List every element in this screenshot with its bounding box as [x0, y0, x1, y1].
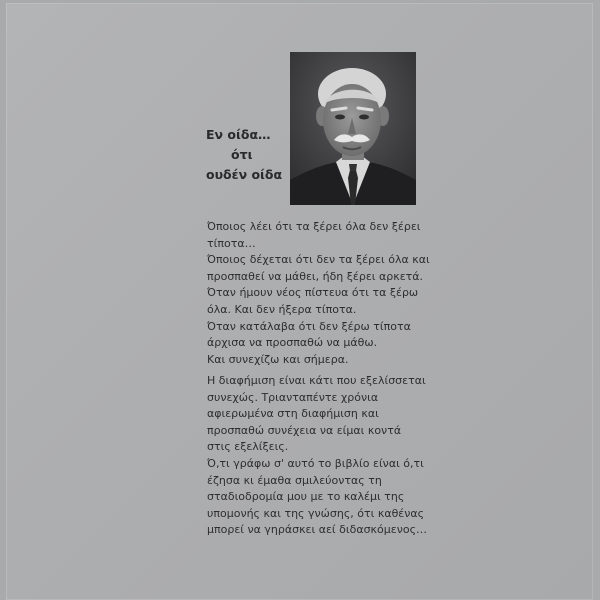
motto-line: Εν οίδα…	[206, 127, 271, 142]
text-line: Όποιος λέει ότι τα ξέρει όλα δεν ξέρει	[207, 220, 421, 233]
text-line: προσπαθεί να μάθει, ήδη ξέρει αρκετά.	[207, 269, 424, 283]
text-line: όλα. Και δεν ήξερα τίποτα.	[207, 302, 357, 316]
text-line: προσπαθώ συνέχεια να είμαι κοντά	[207, 423, 402, 437]
author-portrait-photo	[290, 52, 416, 205]
text-line: Ό,τι γράφω σ' αυτό το βιβλίο είναι ό,τι	[207, 456, 424, 470]
text-line: Η διαφήμιση είναι κάτι που εξελίσσεται	[207, 374, 426, 387]
motto-line: ότι	[231, 147, 253, 162]
text-line: Όποιος δέχεται ότι δεν τα ξέρει όλα και	[207, 253, 430, 267]
bio-paragraph	[207, 373, 447, 539]
text-line: αφιερωμένα στη διαφήμιση και	[207, 407, 379, 421]
text-line: Όταν κατάλαβα ότι δεν ξέρω τίποτα	[207, 319, 411, 333]
text-line: έζησα κι έμαθα σμιλεύοντας τη	[207, 473, 382, 487]
text-line: Όταν ήμουν νέος πίστευα ότι τα ξέρω	[207, 286, 419, 300]
text-line: Και συνεχίζω και σήμερα.	[207, 352, 349, 366]
text-line: υπομονής και της γνώσης, ότι καθένας	[207, 506, 425, 520]
book-back-cover	[6, 3, 593, 600]
quote-paragraph	[207, 219, 447, 368]
text-line: σταδιοδρομία μου με το καλέμι της	[207, 490, 405, 504]
text-line: τίποτα…	[207, 236, 256, 250]
text-line: στις εξελίξεις.	[207, 440, 289, 454]
text-line: συνεχώς. Τριανταπέντε χρόνια	[207, 390, 379, 404]
author-portrait-icon	[290, 52, 416, 205]
motto-heading	[206, 125, 296, 185]
motto-line: ουδέν οίδα	[206, 167, 283, 182]
text-line: άρχισα να προσπαθώ να μάθω.	[207, 336, 378, 350]
text-line: μπορεί να γηράσκει αεί διδασκόμενος…	[207, 523, 428, 537]
